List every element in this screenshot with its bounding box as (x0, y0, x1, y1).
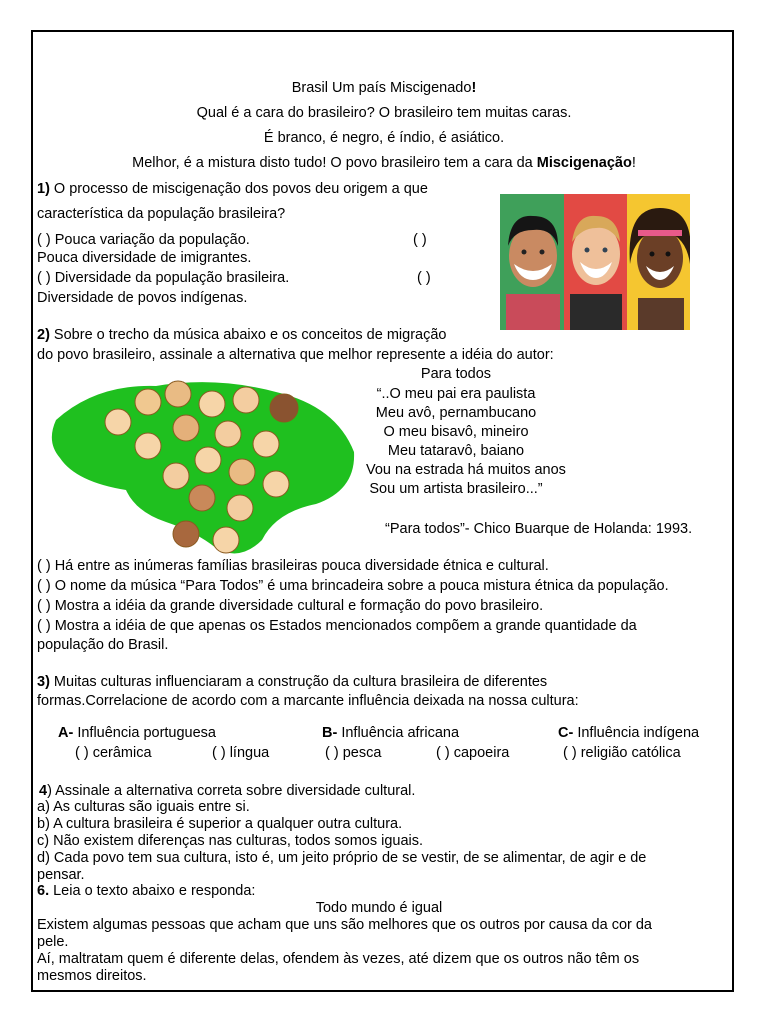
q4-option-b[interactable]: b) A cultura brasileira é superior a qualquer outra cultura. (37, 816, 403, 832)
q4-option-d-cont: pensar. (37, 867, 85, 883)
q1-prompt-cont: característica da população brasileira? (37, 206, 286, 222)
q3-item[interactable]: ( ) cerâmica (75, 745, 152, 761)
q4-option-a[interactable]: a) As culturas são iguais entre si. (37, 799, 250, 815)
poem-title: Para todos (420, 366, 492, 382)
q6-paragraph-2: Aí, maltratam quem é diferente delas, ofendem às vezes, até dizem que os outros não têm os (37, 951, 640, 967)
q1-option-2: Pouca diversidade de imigrantes. (37, 250, 252, 266)
q6-text-title: Todo mundo é igual (315, 900, 443, 916)
poem-line: Sou um artista brasileiro...” (369, 481, 543, 497)
q3-item[interactable]: ( ) religião católica (563, 745, 681, 761)
intro-line-3: É branco, é negro, é índio, é asiático. (263, 130, 505, 146)
q3-prompt: 3) Muitas culturas influenciaram a construção da cultura brasileira de diferentes (37, 674, 548, 690)
q6-prompt: 6. Leia o texto abaixo e responda: (37, 883, 256, 899)
q3-category-c: C- Influência indígena (558, 725, 700, 741)
q2-option-2[interactable]: ( ) O nome da música “Para Todos” é uma brincadeira sobre a pouca mistura étnica da população. (37, 578, 669, 594)
q4-prompt: 4) Assinale a alternativa correta sobre diversidade cultural. (39, 783, 416, 799)
q3-item[interactable]: ( ) pesca (325, 745, 382, 761)
q3-category-a: A- Influência portuguesa (58, 725, 216, 741)
poem-line: “..O meu pai era paulista (376, 386, 536, 402)
q1-prompt: 1) O processo de miscigenação dos povos deu origem a que (37, 181, 428, 197)
q2-option-3[interactable]: ( ) Mostra a idéia da grande diversidade cultural e formação do povo brasileiro. (37, 598, 544, 614)
q3-item[interactable]: ( ) língua (212, 745, 270, 761)
q6-paragraph-1: Existem algumas pessoas que acham que uns são melhores que os outros por causa da cor da (37, 917, 652, 933)
poem-line: Meu tataravô, baiano (387, 443, 525, 459)
q6-paragraph-2-cont: mesmos direitos. (37, 968, 147, 984)
q1-option-1: ( ) Pouca variação da população. (37, 232, 250, 248)
page-title: Brasil Um país Miscigenado! (291, 80, 477, 96)
brazil-faces-illustration (36, 372, 362, 562)
q2-option-4[interactable]: ( ) Mostra a idéia de que apenas os Estados mencionados compõem a grande quantidade da (37, 618, 637, 634)
q6-paragraph-1-cont: pele. (37, 934, 69, 950)
q1-option-2-checkbox[interactable]: ( ) (413, 232, 427, 248)
poem-citation: “Para todos”- Chico Buarque de Holanda: 1993. (385, 521, 693, 537)
q2-prompt-cont: do povo brasileiro, assinale a alternativa que melhor represente a idéia do autor: (37, 347, 554, 363)
poem-line: Meu avô, pernambucano (375, 405, 537, 421)
intro-line-4: Melhor, é a mistura disto tudo! O povo brasileiro tem a cara da Miscigenação! (132, 155, 636, 171)
q2-option-1[interactable]: ( ) Há entre as inúmeras famílias brasileiras pouca diversidade étnica e cultural. (37, 558, 549, 574)
q3-category-b: B- Influência africana (322, 725, 460, 741)
q4-option-d[interactable]: d) Cada povo tem sua cultura, isto é, um jeito próprio de se vestir, de se alimentar, de agir e de (37, 850, 647, 866)
poem-line: O meu bisavô, mineiro (383, 424, 529, 440)
intro-line-2: Qual é a cara do brasileiro? O brasileiro tem muitas caras. (196, 105, 572, 121)
q4-option-c[interactable]: c) Não existem diferenças nas culturas, todos somos iguais. (37, 833, 424, 849)
q3-item[interactable]: ( ) capoeira (436, 745, 510, 761)
poem-line: Vou na estrada há muitos anos (366, 462, 566, 478)
q1-option-4: Diversidade de povos indígenas. (37, 290, 248, 306)
q2-prompt: 2) Sobre o trecho da música abaixo e os conceitos de migração (37, 327, 447, 343)
q1-option-3: ( ) Diversidade da população brasileira. (37, 270, 290, 286)
q1-option-4-checkbox[interactable]: ( ) (417, 270, 431, 286)
faces-photo (500, 194, 690, 330)
q3-prompt-cont: formas.Correlacione de acordo com a marcante influência deixada na nossa cultura: (37, 693, 579, 709)
q2-option-4-cont: população do Brasil. (37, 637, 169, 653)
